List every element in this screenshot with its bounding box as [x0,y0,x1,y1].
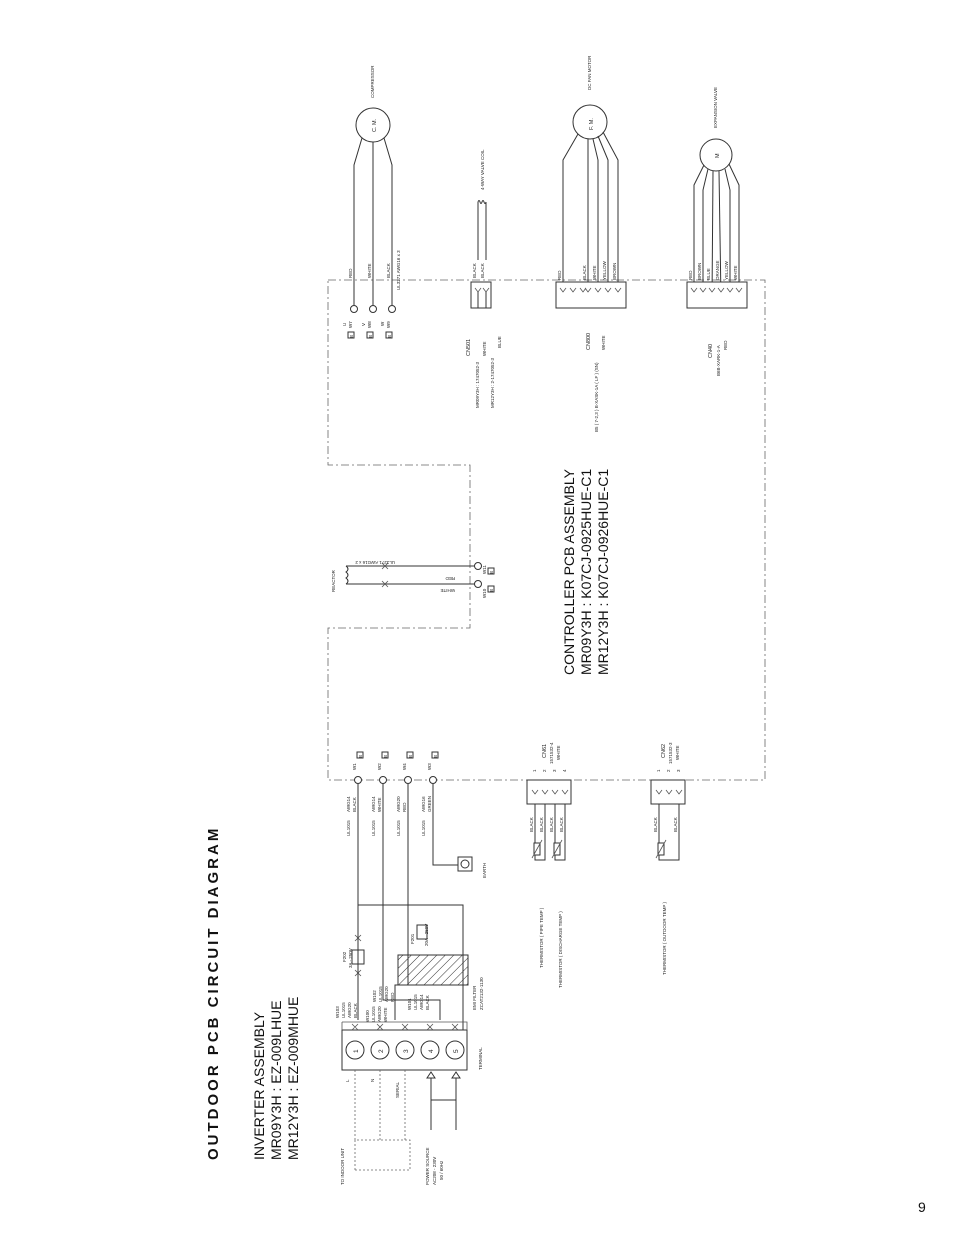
svg-text:UL1015: UL1015 [421,820,426,836]
f202-label: F202 [342,951,347,962]
terminal-4: 4 [428,1049,435,1053]
svg-text:RED: RED [688,270,693,280]
pin-w9: W9 [386,321,391,328]
pin-w10: W10 [482,588,487,598]
svg-text:B: B [368,334,373,338]
cn62-part: 1571532-3 [668,742,673,764]
cn501-part-b: MR12Y3H : 2-1747052-3 [490,357,495,408]
compressor-symbol: C. M. [372,118,378,132]
emi-filter-part: ZCAT2132-1130 [479,977,484,1010]
thermistor-group-cn62 [651,742,685,975]
svg-text:BLACK: BLACK [425,995,430,1010]
svg-text:AWG20: AWG20 [396,796,401,812]
valve-symbol: M [715,153,721,158]
f201-label: F201 [410,933,415,944]
svg-text:BLACK: BLACK [353,1003,358,1018]
earth-ground [458,857,487,878]
svg-text:1: 1 [532,769,537,772]
svg-text:BLACK: BLACK [559,817,564,832]
svg-text:B: B [383,754,388,758]
inverter-output-pins [346,752,438,836]
svg-text:UL1015: UL1015 [341,1002,346,1018]
compressor [342,65,401,338]
svg-text:RED: RED [723,340,728,350]
thermistor-pipe-label: THERMISTOR ( PIPE TEMP ) [539,907,544,968]
svg-text:B: B [387,334,392,338]
thermistor-discharge-label: THERMISTOR ( DISCHARGE TEMP ) [558,911,563,988]
emi-filter-icon [398,955,468,985]
svg-text:1: 1 [656,769,661,772]
svg-text:W101: W101 [407,998,412,1010]
svg-text:BLACK: BLACK [472,263,477,278]
cn40-connector [687,282,747,308]
phase-u: U [342,322,347,326]
svg-text:B: B [408,754,413,758]
pin-w11: W11 [482,565,487,574]
controller-model-2: MR12Y3H : K07CJ-0926HUE-C1 [595,468,611,675]
svg-text:UL1015: UL1015 [346,820,351,836]
compressor-wire-color-2: WHITE [367,263,372,278]
reactor-coil-icon [346,566,348,584]
svg-text:W100: W100 [365,1010,370,1022]
svg-text:AWG14: AWG14 [346,796,351,812]
svg-text:BLACK: BLACK [653,817,658,832]
cn800-part: B5 ( 7-2,3 ) B-XASK-1A ( LF ) (SN) [594,362,599,432]
svg-text:RED: RED [402,802,407,812]
svg-text:WHITE: WHITE [440,588,455,593]
svg-text:RED: RED [557,270,562,280]
svg-text:BLUE: BLUE [706,268,711,280]
svg-text:B: B [489,588,494,592]
svg-text:B: B [349,334,354,338]
svg-text:B: B [433,754,438,758]
f201-rating: 20A - 250V [424,923,429,946]
fuse-f201 [410,924,429,946]
svg-text:UL1015: UL1015 [396,820,401,836]
pin-w7: W7 [348,321,353,328]
pin-w3: W3 [427,763,432,770]
svg-text:RED: RED [390,992,395,1002]
thermistor-group-cn61 [527,742,571,988]
svg-text:UL1015: UL1015 [378,986,383,1002]
terminal-3: 3 [403,1049,410,1053]
cn62-name: CN62 [661,743,667,758]
reactor-label: REACTOR [331,570,336,592]
svg-text:B: B [489,570,494,574]
cn501-name: CN501 [466,338,472,356]
power-source-frequency: 50 / 60Hz [439,1160,444,1180]
valve-label: EXPANSION VALVE [713,86,718,128]
svg-text:RED: RED [445,576,455,581]
svg-text:WHITE: WHITE [675,745,680,760]
earth-label: EARTH [482,862,487,878]
svg-text:2: 2 [542,769,547,772]
emi-filter-label: EMI FILTER [472,985,477,1010]
pin-w4: W4 [402,763,407,770]
to-indoor-label: TO INDOOR UNIT [340,1147,345,1185]
svg-text:BLACK: BLACK [352,797,357,812]
page-title: OUTDOOR PCB CIRCUIT DIAGRAM [205,825,222,1160]
svg-text:AWG20: AWG20 [347,1002,352,1018]
pin-w1: W1 [352,763,357,770]
svg-text:BLACK: BLACK [549,817,554,832]
inverter-title: INVERTER ASSEMBLY [251,1011,267,1160]
svg-text:BLACK: BLACK [582,265,587,280]
controller-pcb-outline [328,280,765,780]
cn61-part: 1571532-4 [549,742,554,764]
svg-text:AWG20: AWG20 [384,986,389,1002]
svg-text:YELLOW: YELLOW [724,261,729,280]
cn40-part: B6B-XARK-1-A [716,345,721,376]
reactor-wire-spec: UL3271 AWG16 x 2 [355,560,395,565]
svg-text:AWG14: AWG14 [419,994,424,1010]
svg-text:WHITE: WHITE [733,265,738,280]
controller-model-1: MR09Y3H : K07CJ-0925HUE-C1 [578,468,594,675]
four-way-label: 4-WAY VALVE COIL [480,149,485,190]
cn61-name: CN61 [542,743,548,758]
svg-text:UL1015: UL1015 [413,994,418,1010]
page-number: 9 [918,1199,926,1215]
inverter-model-2: MR12Y3H : EZ-009MHUE [285,996,301,1160]
controller-title: CONTROLLER PCB ASSEMBLY [561,469,577,675]
reactor [331,560,494,598]
compressor-wire-spec: UL3271 AWG16 x 3 [396,250,401,290]
power-source-label: POWER SOURCE [425,1147,430,1185]
svg-text:BLUE: BLUE [497,336,502,348]
cn501-part-a: MR09Y3H : 1747052-3 [475,361,480,408]
fan-symbol: F. M. [589,118,595,130]
svg-text:WHITE: WHITE [556,745,561,760]
svg-text:WHITE: WHITE [383,1007,388,1022]
svg-text:2: 2 [666,769,671,772]
svg-text:ORANGE: ORANGE [715,260,720,280]
phase-w: W [380,321,385,326]
svg-text:AWG20: AWG20 [377,1006,382,1022]
expansion-valve [687,87,747,376]
svg-text:WHITE: WHITE [377,797,382,812]
label-l: L [345,1079,350,1082]
svg-text:UL1015: UL1015 [371,1006,376,1022]
terminal-1: 1 [353,1049,360,1053]
svg-text:BLACK: BLACK [480,263,485,278]
pin-w2: W2 [377,763,382,770]
label-n: N [370,1078,375,1082]
svg-text:AWG14: AWG14 [371,796,376,812]
svg-text:WHITE: WHITE [592,265,597,280]
svg-text:WHITE: WHITE [601,335,606,350]
svg-text:3: 3 [676,769,681,772]
phase-v: V [361,322,366,326]
svg-text:BLACK: BLACK [673,817,678,832]
thermistor-outdoor-label: THERMISTOR ( OUTDOOR TEMP ) [662,901,667,975]
cn501-connector [471,282,491,308]
pin-w8: W8 [367,321,372,328]
svg-text:B: B [358,754,363,758]
four-way-valve [466,149,502,408]
compressor-label: COMPRESSOR [370,65,375,98]
power-source-voltage: AC208 - 230V [432,1156,437,1185]
svg-text:BLACK: BLACK [529,817,534,832]
cn800-connector [556,282,626,308]
label-serial: SERIAL [395,1081,400,1098]
terminal-label: TERMINAL [478,1047,483,1070]
terminal-5: 5 [453,1049,460,1053]
svg-text:BROWN: BROWN [697,262,702,280]
fan-label: DC FAN MOTOR [587,55,592,90]
terminal-2: 2 [378,1049,385,1053]
compressor-wire-color-3: BLACK [386,263,391,278]
compressor-wire-color-1: RED [348,268,353,278]
svg-text:AWG16: AWG16 [421,796,426,812]
svg-text:UL1015: UL1015 [371,820,376,836]
inverter-model-1: MR09Y3H : EZ-009LHUE [268,1000,284,1160]
svg-text:WHITE: WHITE [482,341,487,356]
svg-text:3: 3 [552,769,557,772]
dc-fan-motor [556,55,626,432]
svg-text:W103: W103 [335,1006,340,1018]
svg-text:YELLOW: YELLOW [602,261,607,280]
svg-text:BLACK: BLACK [539,817,544,832]
svg-text:W102: W102 [372,990,377,1002]
cn40-name: CN40 [708,343,714,358]
svg-text:4: 4 [562,769,567,772]
cn800-name: CN800 [586,332,592,350]
terminal-block [342,1022,483,1078]
f202-rating: 3A - 250V [348,948,353,968]
svg-text:BROWN: BROWN [612,262,617,280]
svg-text:GREEN: GREEN [427,795,432,812]
coil-icon [478,201,486,204]
